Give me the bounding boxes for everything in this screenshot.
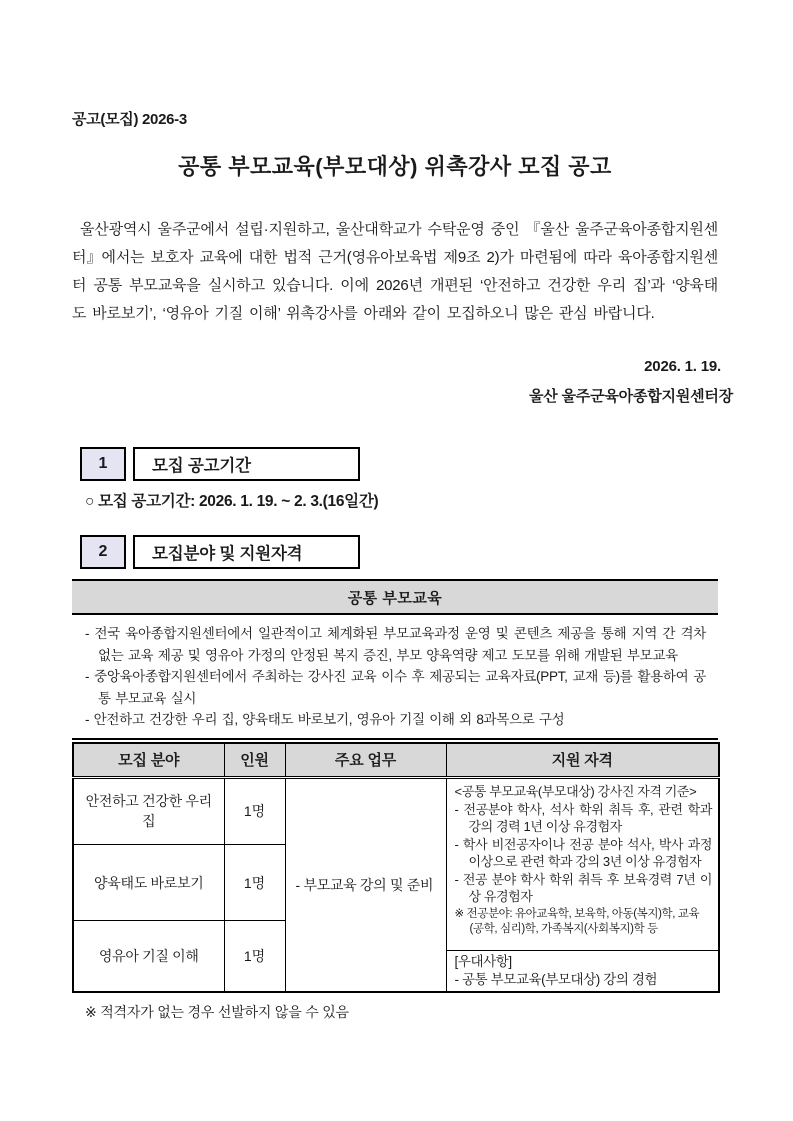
info-bullet: - 전국 육아종합지원센터에서 일관적이고 체계화된 부모교육과정 운영 및 콘텐츠 제공을 통해 지역 간 격차 없는 교육 제공 및 영유아 가정의 안정된 복지 증진, 부모 양육역량 제고 도모를 위해 개발된 부모교육: [85, 626, 706, 663]
info-bullet: - 중앙육아종합지원센터에서 주최하는 강사진 교육 이수 후 제공되는 교육자료(PPT, 교재 등)를 활용하여 공통 부모교육 실시: [85, 669, 706, 706]
notice-date: 2026. 1. 19.: [644, 358, 721, 375]
preferred-item: - 공통 부모교육(부모대상) 강의 경험: [454, 971, 658, 987]
count-cell: 1명: [224, 777, 285, 845]
qualification-major-note: ※ 전공분야: 유아교육학, 보육학, 아동(복지)학, 교육(공학, 심리)학, 가족복지(사회복지)학 등: [454, 907, 700, 935]
field-cell: 안전하고 건강한 우리 집: [73, 777, 224, 845]
qualification-criteria: [447, 779, 719, 951]
info-bullet: - 안전하고 건강한 우리 집, 양육태도 바로보기, 영유아 기질 이해 외 8과목으로 구성: [85, 712, 565, 727]
count-cell: 1명: [224, 921, 285, 992]
qualification-cell: [446, 777, 719, 992]
footer-note: ※ 적격자가 없는 경우 선발하지 않을 수 있음: [85, 1004, 349, 1020]
preferred-header: [우대사항]: [454, 953, 512, 969]
duty-cell: - 부모교육 강의 및 준비: [285, 777, 446, 992]
preferred-section: [447, 951, 719, 991]
page-title: 공통 부모교육(부모대상) 위촉강사 모집 공고: [178, 154, 612, 179]
col-header-qualification: 지원 자격: [446, 743, 719, 777]
section-1-heading: [80, 447, 360, 481]
qualification-item: - 전공분야 학사, 석사 학위 취득 후, 관련 학과 강의 경력 1년 이상 유경험자: [454, 801, 712, 834]
table-row: [73, 777, 719, 845]
count-cell: 1명: [224, 845, 285, 921]
col-header-field: 모집 분야: [73, 743, 224, 777]
col-header-count: 인원: [224, 743, 285, 777]
common-parent-education-box: [72, 579, 718, 740]
section-1-title-box: 모집 공고기간: [133, 447, 360, 481]
recruit-period-bullet: ○ 모집 공고기간: 2026. 1. 19. ~ 2. 3.(16일간): [85, 493, 379, 510]
section-1-number-box: 1: [80, 447, 126, 481]
signer-name: 울산 울주군육아종합지원센터장: [528, 388, 733, 405]
table-header-row: [73, 743, 719, 777]
qualification-item: - 학사 비전공자이나 전공 분야 석사, 박사 과정 이상으로 관련 학과 강의 3년 이상 유경험자: [454, 836, 712, 869]
col-header-duty: 주요 업무: [285, 743, 446, 777]
info-box-header: 공통 부모교육: [72, 581, 718, 615]
section-2-number-box: 2: [80, 535, 126, 569]
info-box-body: [72, 615, 718, 738]
section-2-heading: [80, 535, 360, 569]
intro-paragraph: 울산광역시 울주군에서 설립·지원하고, 울산대학교가 수탁운영 중인 『울산 울주군육아종합지원센터』에서는 보호자 교육에 대한 법적 근거(영유아보육법 제9조 2)가 마련됨에 따라 육아종합지원센터 공통 부모교육을 실시하고 있습니다. 이에 2026년 개편된 ‘안전하고 건강한 우리 집’과 ‘양육태도 바로보기’, ‘영유아 기질 이해’ 위촉강사를 아래와 같이 모집하오니 많은 관심 바랍니다.: [72, 221, 718, 322]
doc-number: 공고(모집) 2026-3: [72, 111, 187, 128]
recruitment-table: [72, 742, 720, 993]
section-2-title-box: 모집분야 및 지원자격: [133, 535, 360, 569]
field-cell: 양육태도 바로보기: [73, 845, 224, 921]
qualification-item: - 전공 분야 학사 학위 취득 후 보육경력 7년 이상 유경험자: [454, 871, 712, 904]
qualification-title: <공통 부모교육(부모대상) 강사진 자격 기준>: [454, 783, 697, 799]
field-cell: 영유아 기질 이해: [73, 921, 224, 992]
qualification-wrap: [447, 779, 719, 991]
